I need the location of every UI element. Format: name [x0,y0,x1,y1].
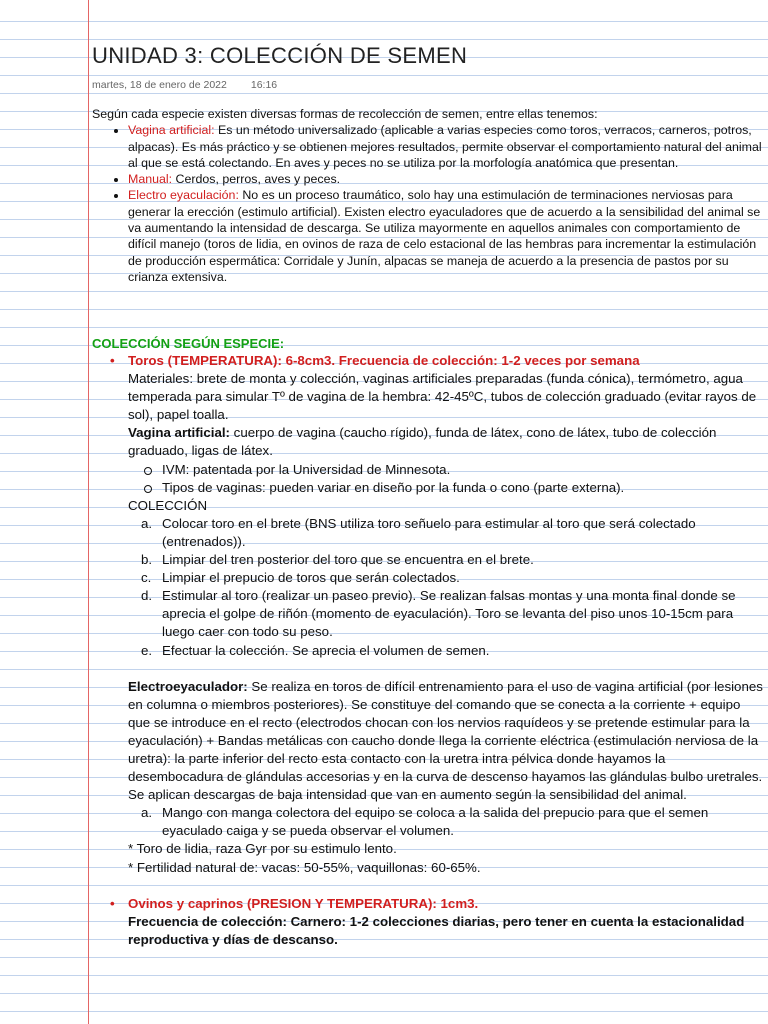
species-section [92,352,764,949]
step-item [92,515,764,551]
coleccion-label: COLECCIÓN [128,497,208,513]
list-item [128,171,764,187]
step-text: Efectuar la colección. Se aprecia el volumen de semen. [162,642,490,658]
sub-item: Tipos de vaginas: pueden variar en diseño por la funda o cono (parte externa). [92,479,764,497]
note-line: * Toro de lidia, raza Gyr por su estimulo lento. [128,841,397,857]
spacer [92,877,764,895]
step-item [92,551,764,569]
list-item [128,122,764,171]
step-marker: a. [141,515,153,531]
list-item [128,187,764,285]
vagina-text: cuerpo de vagina (caucho rígido), funda de látex, cono de látex, tubo de colección graduado, ligas de látex. [128,425,717,459]
item-text: No es un proceso traumático, solo hay una estimulación de terminaciones nerviosas para generar la erección (estimulo artificial). Existen electro eyaculadores que de acuerdo a la sensibilidad del animal se va aumentando la intensidad de descarga. Se utiliza mayormente en aquellos animales con comportamiento de difícil manejo (toros de lidia, en ovinos de raza de celo estacional de las hembras para incrementar la estimulación de producción espermática: Corridale y Junín, alpacas se maneja de acuerdo a la presencia de pastos por su crianza extensiva. [128,188,761,284]
step-marker: a. [141,805,153,821]
intro-list [92,122,764,285]
step-item [92,642,764,660]
item-label: Electro eyaculación: [128,188,239,203]
time-text: 16:16 [250,79,278,91]
note-line: * Fertilidad natural de: vacas: 50-55%, vaquillonas: 60-65%. [128,859,481,875]
intro-lead: Según cada especie existen diversas formas de recolección de semen, entre ellas tenemos: [92,107,598,121]
step-item [92,804,764,840]
step-item [92,587,764,641]
intro-block [92,106,764,285]
materiales-text: Materiales: brete de monta y colección, vaginas artificiales preparadas (funda cónica), termómetro, agua temperada para simular Tº de vagina de la hembra: 42-45ºC, tubos de colección graduado (evitar rayos de sol), papel toalla. [128,371,757,423]
electro-text: Se realiza en toros de difícil entrenamiento para el uso de vagina artificial (por lesiones en columna o miembros posteriores). Se constituye del comando que se conecta a la corriente + equipo que se introduce en el recto (electrodos chocan con los nervios raquídeos y se pretende estimular para la eyaculación) + Bandas metálicas con caucho donde llega la corriente eléctrica (estimulación nerviosa de la uretra): la parte inferior del recto esta contacto con la uretra intra pélvica donde hayamos la desembocadura de glándulas accesorias y en la curva de descenso hayamos las glándulas bulbo uretrales. Se aplican descargas de baja intensidad que van en aumento según la sensibilidad del animal. [128,678,763,803]
ovinos-heading: • Ovinos y caprinos (PRESION Y TEMPERATURA): 1cm3. [92,895,764,913]
step-marker: e. [141,642,153,658]
item-text: Cerdos, perros, aves y peces. [172,172,341,187]
step-text: Mango con manga colectora del equipo se coloca a la salida del prepucio para que el semen eyaculado caiga y se pueda observar el volumen. [162,805,709,839]
step-text: Colocar toro en el brete (BNS utiliza toro señuelo para estimular al toro que será colectado (entrenados)). [162,515,696,549]
item-label: Vagina artificial: [128,123,215,138]
step-text: Limpiar del tren posterior del toro que se encuentra en el brete. [162,552,534,568]
toros-heading: • Toros (TEMPERATURA): 6-8cm3. Frecuencia de colección: 1-2 veces por semana [92,352,764,370]
section-heading: COLECCIÓN SEGÚN ESPECIE: [92,336,285,351]
spacer [92,660,764,678]
vagina-label: Vagina artificial: [128,425,230,441]
electro-label: Electroeyaculador: [128,678,248,694]
ovinos-frecuencia: Frecuencia de colección: Carnero: 1-2 colecciones diarias, pero tener en cuenta la estacionalidad reproductiva y días de descanso. [128,913,745,947]
step-marker: d. [141,588,153,604]
item-text: Es un método universalizado (aplicable a varias especies como toros, verracos, carneros, potros, alpacas). Es más práctico y se obtienen mejores resultados, permite observar el comportamiento natural del animal al que se está colectando. En aves y peces no se utiliza por la morfología anatómica que presentan. [128,123,762,170]
page-title: UNIDAD 3: COLECCIÓN DE SEMEN [92,43,468,68]
step-text: Limpiar el prepucio de toros que serán colectados. [162,570,460,586]
vagina-paragraph [92,424,764,460]
step-marker: b. [141,552,153,568]
date-text: martes, 18 de enero de 2022 [92,79,227,91]
step-marker: c. [141,570,152,586]
step-text: Estimular al toro (realizar un paseo previo). Se realizan falsas montas y una monta final donde se aprecia el golpe de riñón (momento de eyaculación). Toro se levanta del piso unos 10-15cm para luego caer con todo su peso. [162,588,736,640]
electro-paragraph [92,678,764,805]
sub-item: IVM: patentada por la Universidad de Minnesota. [92,461,764,479]
page-date [92,79,277,91]
step-item [92,569,764,587]
item-label: Manual: [128,172,173,187]
